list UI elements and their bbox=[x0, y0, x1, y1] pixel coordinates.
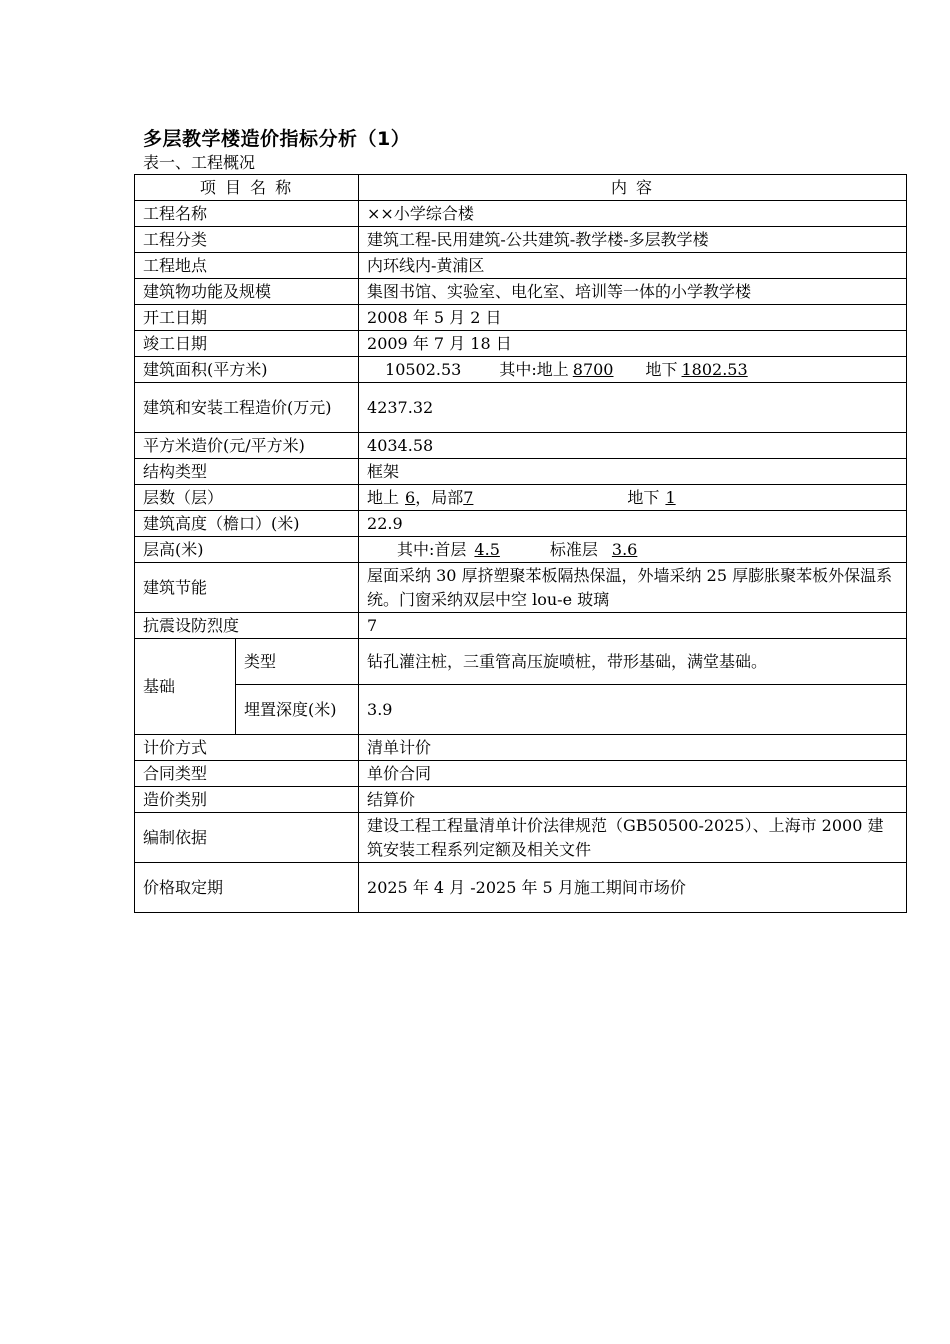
row-label: 工程分类 bbox=[135, 227, 359, 253]
foundation-label: 基础 bbox=[135, 639, 236, 735]
row-label: 建筑物功能及规模 bbox=[135, 279, 359, 305]
row-label: 建筑和安装工程造价(万元) bbox=[135, 383, 359, 433]
table-row bbox=[135, 563, 907, 613]
table-row bbox=[135, 511, 907, 537]
table-row bbox=[135, 813, 907, 863]
row-label: 造价类别 bbox=[135, 787, 359, 813]
row-label: 工程地点 bbox=[135, 253, 359, 279]
row-label: 计价方式 bbox=[135, 735, 359, 761]
row-label: 层高(米) bbox=[135, 537, 359, 563]
row-label: 建筑高度（檐口）(米) bbox=[135, 511, 359, 537]
floors-above-value: 6 bbox=[405, 487, 416, 507]
table-row bbox=[135, 227, 907, 253]
row-value: 2025 年 4 月 -2025 年 5 月施工期间市场价 bbox=[359, 863, 907, 913]
row-label: 开工日期 bbox=[135, 305, 359, 331]
table-row bbox=[135, 685, 907, 735]
row-value: 建筑工程-民用建筑-公共建筑-教学楼-多层教学楼 bbox=[359, 227, 907, 253]
area-below-value: 1802.53 bbox=[681, 359, 748, 379]
row-value: 屋面采纳 30 厚挤塑聚苯板隔热保温，外墙采纳 25 厚膨胀聚苯板外保温系统。门窗采纳双层中空 lou-e 玻璃 bbox=[359, 563, 907, 613]
header-content: 内 容 bbox=[359, 175, 907, 201]
table-row bbox=[135, 735, 907, 761]
row-value: 4237.32 bbox=[359, 383, 907, 433]
area-below-prefix: 地下 bbox=[645, 359, 678, 379]
row-value: 单价合同 bbox=[359, 761, 907, 787]
table-row bbox=[135, 459, 907, 485]
row-value: 结算价 bbox=[359, 787, 907, 813]
foundation-depth-label: 埋置深度(米) bbox=[236, 685, 359, 735]
row-value: 内环线内-黄浦区 bbox=[359, 253, 907, 279]
project-overview-table bbox=[134, 174, 907, 913]
row-label: 合同类型 bbox=[135, 761, 359, 787]
table-row bbox=[135, 787, 907, 813]
table-row bbox=[135, 761, 907, 787]
table-row bbox=[135, 331, 907, 357]
area-total: 10502.53 bbox=[385, 359, 462, 379]
row-value: 7 bbox=[359, 613, 907, 639]
row-label: 工程名称 bbox=[135, 201, 359, 227]
row-value: ××小学综合楼 bbox=[359, 201, 907, 227]
floor-height-standard-value: 3.6 bbox=[611, 539, 638, 559]
row-value-floor-height bbox=[359, 537, 907, 563]
row-label: 建筑面积(平方米) bbox=[135, 357, 359, 383]
table-row bbox=[135, 639, 907, 685]
row-value: 框架 bbox=[359, 459, 907, 485]
floors-partial-prefix: ，局部 bbox=[415, 487, 464, 507]
floors-above-prefix: 地上 bbox=[367, 487, 400, 507]
table-row bbox=[135, 485, 907, 511]
row-label: 竣工日期 bbox=[135, 331, 359, 357]
row-label: 抗震设防烈度 bbox=[135, 613, 359, 639]
row-value: 2008 年 5 月 2 日 bbox=[359, 305, 907, 331]
row-label: 建筑节能 bbox=[135, 563, 359, 613]
table-caption: 表一、工程概况 bbox=[143, 153, 256, 172]
floor-height-first-prefix: 其中:首层 bbox=[397, 539, 467, 559]
row-value: 清单计价 bbox=[359, 735, 907, 761]
floors-partial-value: 7 bbox=[463, 487, 474, 507]
row-label: 层数（层） bbox=[135, 485, 359, 511]
table-row bbox=[135, 863, 907, 913]
row-label: 编制依据 bbox=[135, 813, 359, 863]
table-row bbox=[135, 357, 907, 383]
area-above-prefix: 其中:地上 bbox=[499, 359, 569, 379]
floor-height-standard-prefix: 标准层 bbox=[549, 539, 598, 559]
table-row bbox=[135, 433, 907, 459]
table-header-row bbox=[135, 175, 907, 201]
table-row bbox=[135, 383, 907, 433]
header-item: 项 目 名 称 bbox=[135, 175, 359, 201]
foundation-type-label: 类型 bbox=[236, 639, 359, 685]
table-row bbox=[135, 201, 907, 227]
row-value: 建设工程工程量清单计价法律规范（GB50500-2025）、上海市 2000 建筑安装工程系列定额及相关文件 bbox=[359, 813, 907, 863]
floors-below-value: 1 bbox=[665, 487, 676, 507]
foundation-depth-value: 3.9 bbox=[359, 685, 907, 735]
floors-below-prefix: 地下 bbox=[627, 487, 660, 507]
row-value-floors bbox=[359, 485, 907, 511]
foundation-type-value: 钻孔灌注桩，三重管高压旋喷桩，带形基础，满堂基础。 bbox=[359, 639, 907, 685]
table-row bbox=[135, 305, 907, 331]
area-above-value: 8700 bbox=[572, 359, 614, 379]
row-label: 结构类型 bbox=[135, 459, 359, 485]
table-row bbox=[135, 537, 907, 563]
row-value: 集图书馆、实验室、电化室、培训等一体的小学教学楼 bbox=[359, 279, 907, 305]
document-title: 多层教学楼造价指标分析（1） bbox=[143, 128, 411, 150]
row-label: 平方米造价(元/平方米) bbox=[135, 433, 359, 459]
row-value: 2009 年 7 月 18 日 bbox=[359, 331, 907, 357]
row-label: 价格取定期 bbox=[135, 863, 359, 913]
table-row bbox=[135, 279, 907, 305]
table-row bbox=[135, 253, 907, 279]
row-value-area bbox=[359, 357, 907, 383]
table-row bbox=[135, 613, 907, 639]
floor-height-first-value: 4.5 bbox=[474, 539, 500, 559]
row-value: 22.9 bbox=[359, 511, 907, 537]
row-value: 4034.58 bbox=[359, 433, 907, 459]
